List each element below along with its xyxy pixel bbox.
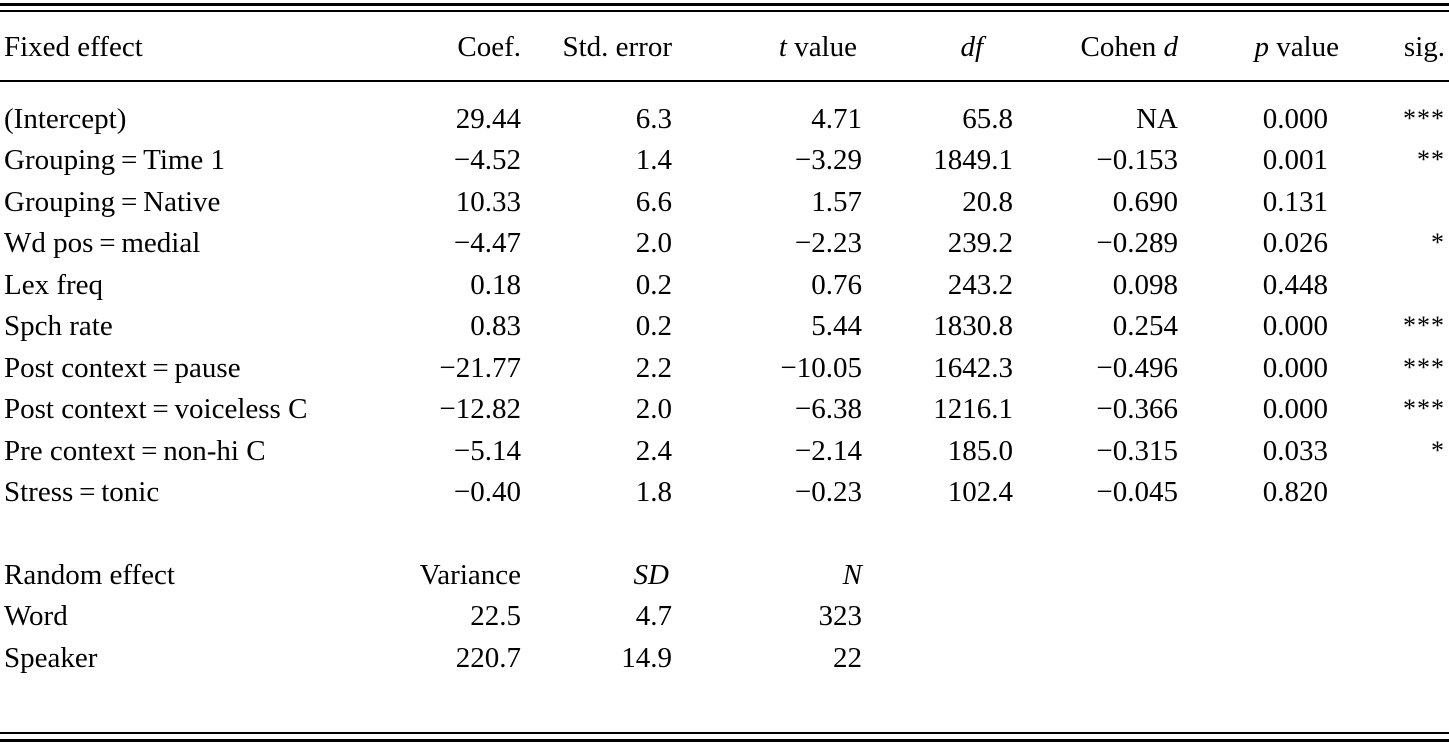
header-p-value — [1254, 27, 1339, 67]
t-value: 5.44 — [811, 310, 862, 342]
random-effect-name: Speaker — [4, 642, 98, 674]
cohen-d-value: 0.098 — [1112, 269, 1178, 301]
df-value: 239.2 — [947, 227, 1013, 259]
df-value: 65.8 — [962, 103, 1013, 135]
coef-value: −21.77 — [439, 352, 521, 384]
significance-stars: *** — [1403, 104, 1445, 133]
table-row — [0, 99, 1449, 139]
std-error-value: 6.6 — [635, 186, 672, 218]
significance-stars: *** — [1403, 394, 1445, 423]
t-value: −2.23 — [794, 227, 862, 259]
cohen-d-value: −0.496 — [1096, 352, 1178, 384]
cohen-d-value: 0.690 — [1112, 186, 1178, 218]
t-value: −2.14 — [794, 435, 862, 467]
header-n: N — [842, 559, 862, 591]
table-row — [0, 348, 1449, 388]
effect-name: Post context = voiceless C — [4, 393, 308, 425]
table-row — [0, 265, 1449, 305]
fixed-effects-header — [0, 27, 1449, 67]
header-fixed-effect: Fixed effect — [4, 31, 143, 63]
table-row — [0, 140, 1449, 180]
effect-name: Grouping = Time 1 — [4, 144, 226, 176]
bottom-rule-outer — [0, 739, 1449, 742]
p-value: 0.000 — [1262, 393, 1328, 425]
effect-name: Post context = pause — [4, 352, 241, 384]
p-value: 0.000 — [1262, 352, 1328, 384]
p-value: 0.026 — [1262, 227, 1328, 259]
cohen-d-value: −0.153 — [1096, 144, 1178, 176]
effect-name: (Intercept) — [4, 103, 127, 135]
random-effect-name: Word — [4, 600, 68, 632]
significance-stars: * — [1431, 436, 1445, 465]
p-value: 0.033 — [1262, 435, 1328, 467]
std-error-value: 2.2 — [635, 352, 672, 384]
header-cohen-d — [1081, 27, 1178, 67]
header-d-symbol: d — [1163, 31, 1178, 63]
df-value: 1642.3 — [933, 352, 1013, 384]
significance-stars: ** — [1417, 145, 1445, 174]
p-value: 0.820 — [1262, 476, 1328, 508]
header-random-effect: Random effect — [4, 559, 175, 591]
coef-value: −4.52 — [453, 144, 521, 176]
cohen-d-value: NA — [1136, 103, 1178, 135]
effect-name: Stress = tonic — [4, 476, 160, 508]
header-t-label: value — [786, 31, 857, 63]
table-row — [0, 472, 1449, 512]
t-value: 0.76 — [811, 269, 862, 301]
header-t-value — [779, 27, 857, 67]
std-error-value: 1.8 — [635, 476, 672, 508]
significance-stars: * — [1431, 228, 1445, 257]
t-value: 4.71 — [811, 103, 862, 135]
p-value: 0.131 — [1262, 186, 1328, 218]
std-error-value: 1.4 — [635, 144, 672, 176]
coef-value: −4.47 — [453, 227, 521, 259]
coef-value: 0.83 — [470, 310, 521, 342]
significance-stars: *** — [1403, 311, 1445, 340]
random-effects-header — [0, 555, 1449, 595]
table-row — [0, 182, 1449, 222]
effect-name: Grouping = Native — [4, 186, 221, 218]
df-value: 1849.1 — [933, 144, 1013, 176]
cohen-d-value: −0.289 — [1096, 227, 1178, 259]
p-value: 0.448 — [1262, 269, 1328, 301]
effect-name: Lex freq — [4, 269, 104, 301]
sd-value: 4.7 — [635, 600, 672, 632]
header-p-label: value — [1268, 31, 1339, 63]
header-sd: SD — [633, 559, 669, 591]
table-row — [0, 223, 1449, 263]
cohen-d-value: 0.254 — [1112, 310, 1178, 342]
t-value: −0.23 — [794, 476, 862, 508]
coef-value: −0.40 — [453, 476, 521, 508]
header-p-symbol: p — [1254, 31, 1269, 63]
effect-name: Pre context = non-hi C — [4, 435, 266, 467]
variance-value: 220.7 — [455, 642, 521, 674]
std-error-value: 2.0 — [635, 227, 672, 259]
std-error-value: 0.2 — [635, 310, 672, 342]
table-row — [0, 306, 1449, 346]
header-variance: Variance — [419, 559, 521, 591]
header-sig: sig. — [1403, 31, 1445, 63]
effect-name: Wd pos = medial — [4, 227, 201, 259]
std-error-value: 2.0 — [635, 393, 672, 425]
df-value: 1216.1 — [933, 393, 1013, 425]
t-value: 1.57 — [811, 186, 862, 218]
df-value: 102.4 — [947, 476, 1013, 508]
p-value: 0.001 — [1262, 144, 1328, 176]
bottom-rule-inner — [0, 732, 1449, 734]
n-value: 323 — [818, 600, 862, 632]
sd-value: 14.9 — [621, 642, 672, 674]
coef-value: −5.14 — [453, 435, 521, 467]
cohen-d-value: −0.045 — [1096, 476, 1178, 508]
table-row — [0, 596, 1449, 636]
p-value: 0.000 — [1262, 103, 1328, 135]
std-error-value: 6.3 — [635, 103, 672, 135]
significance-stars: *** — [1403, 353, 1445, 382]
t-value: −6.38 — [794, 393, 862, 425]
top-rule-inner — [0, 10, 1449, 12]
coef-value: 10.33 — [455, 186, 521, 218]
cohen-d-value: −0.366 — [1096, 393, 1178, 425]
coef-value: 0.18 — [470, 269, 521, 301]
df-value: 1830.8 — [933, 310, 1013, 342]
header-coef: Coef. — [457, 31, 521, 63]
coef-value: 29.44 — [455, 103, 521, 135]
df-value: 185.0 — [947, 435, 1013, 467]
header-rule — [0, 80, 1449, 82]
n-value: 22 — [833, 642, 862, 674]
std-error-value: 2.4 — [635, 435, 672, 467]
effect-name: Spch rate — [4, 310, 113, 342]
cohen-d-value: −0.315 — [1096, 435, 1178, 467]
df-value: 243.2 — [947, 269, 1013, 301]
table-row — [0, 431, 1449, 471]
top-rule-outer — [0, 3, 1449, 6]
header-std-error: Std. error — [562, 31, 672, 63]
df-value: 20.8 — [962, 186, 1013, 218]
header-cohen-label: Cohen — [1080, 31, 1164, 63]
table-row — [0, 638, 1449, 678]
std-error-value: 0.2 — [635, 269, 672, 301]
coef-value: −12.82 — [439, 393, 521, 425]
table-row — [0, 389, 1449, 429]
p-value: 0.000 — [1262, 310, 1328, 342]
t-value: −3.29 — [794, 144, 862, 176]
t-value: −10.05 — [780, 352, 862, 384]
header-t-symbol: t — [778, 31, 787, 63]
variance-value: 22.5 — [470, 600, 521, 632]
header-df: df — [960, 31, 983, 63]
